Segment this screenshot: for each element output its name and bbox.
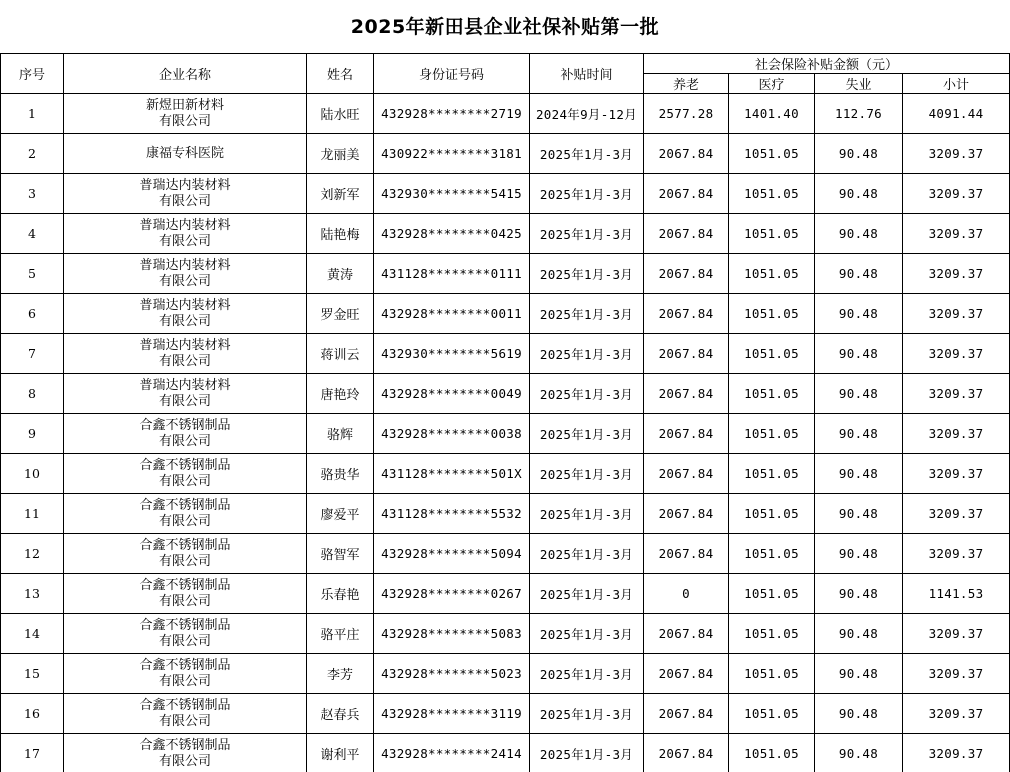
cell-subtotal[interactable]: 3209.37 [903, 694, 1010, 734]
cell-pension[interactable]: 2067.84 [644, 454, 729, 494]
table-row [1, 374, 1010, 414]
cell-pension[interactable]: 2067.84 [644, 414, 729, 454]
cell-seq[interactable]: 12 [1, 534, 64, 574]
cell-name[interactable]: 刘新军 [307, 174, 374, 214]
cell-unemployment[interactable]: 90.48 [815, 454, 903, 494]
table-body [1, 94, 1010, 772]
table-row [1, 94, 1010, 134]
cell-company[interactable] [64, 94, 307, 134]
table-row [1, 134, 1010, 174]
cell-subtotal[interactable]: 3209.37 [903, 414, 1010, 454]
cell-unemployment[interactable]: 90.48 [815, 414, 903, 454]
cell-subtotal[interactable]: 4091.44 [903, 94, 1010, 134]
company-name-line-2: 有限公司 [158, 633, 211, 649]
cell-period[interactable]: 2025年1月-3月 [530, 334, 644, 374]
cell-id[interactable]: 430922********3181 [374, 134, 530, 174]
cell-company[interactable] [64, 534, 307, 574]
cell-period[interactable]: 2025年1月-3月 [530, 214, 644, 254]
table-row [1, 654, 1010, 694]
cell-medical[interactable]: 1051.05 [729, 454, 815, 494]
cell-seq[interactable]: 7 [1, 334, 64, 374]
cell-name[interactable]: 乐春艳 [307, 574, 374, 614]
cell-subtotal[interactable]: 3209.37 [903, 294, 1010, 334]
company-name-line-2: 有限公司 [158, 433, 211, 449]
company-name-line-2: 有限公司 [158, 553, 211, 569]
cell-unemployment[interactable]: 90.48 [815, 174, 903, 214]
table-row [1, 414, 1010, 454]
company-name-line-1: 合鑫不锈钢制品 [139, 537, 231, 553]
cell-subtotal[interactable]: 3209.37 [903, 214, 1010, 254]
cell-pension[interactable]: 2067.84 [644, 694, 729, 734]
company-name-line-1: 普瑞达内装材料 [139, 377, 231, 393]
cell-medical[interactable]: 1051.05 [729, 614, 815, 654]
cell-pension[interactable]: 2067.84 [644, 254, 729, 294]
cell-unemployment[interactable]: 90.48 [815, 654, 903, 694]
company-name-line-2: 有限公司 [158, 353, 211, 369]
cell-id[interactable]: 432928********3119 [374, 694, 530, 734]
company-name-line-1: 合鑫不锈钢制品 [139, 617, 231, 633]
company-name-line-2: 有限公司 [158, 113, 211, 129]
cell-seq[interactable]: 13 [1, 574, 64, 614]
cell-pension[interactable]: 2067.84 [644, 294, 729, 334]
cell-medical[interactable]: 1051.05 [729, 574, 815, 614]
cell-medical[interactable]: 1051.05 [729, 534, 815, 574]
cell-pension[interactable]: 2067.84 [644, 334, 729, 374]
table-row [1, 254, 1010, 294]
cell-medical[interactable]: 1051.05 [729, 494, 815, 534]
cell-subtotal[interactable]: 3209.37 [903, 494, 1010, 534]
cell-name[interactable]: 罗金旺 [307, 294, 374, 334]
cell-name[interactable]: 廖爱平 [307, 494, 374, 534]
header-seq[interactable]: 序号 [1, 54, 64, 94]
cell-medical[interactable]: 1051.05 [729, 694, 815, 734]
cell-company[interactable] [64, 694, 307, 734]
cell-unemployment[interactable]: 90.48 [815, 254, 903, 294]
company-name-line-2: 有限公司 [158, 673, 211, 689]
cell-name[interactable]: 唐艳玲 [307, 374, 374, 414]
company-name-line-2: 有限公司 [158, 473, 211, 489]
cell-pension[interactable]: 2067.84 [644, 614, 729, 654]
cell-id[interactable]: 432928********5023 [374, 654, 530, 694]
cell-period[interactable]: 2025年1月-3月 [530, 494, 644, 534]
cell-pension[interactable]: 2067.84 [644, 654, 729, 694]
cell-id[interactable]: 432930********5619 [374, 334, 530, 374]
cell-seq[interactable]: 8 [1, 374, 64, 414]
cell-pension[interactable]: 2577.28 [644, 94, 729, 134]
cell-name[interactable]: 黄涛 [307, 254, 374, 294]
cell-seq[interactable]: 9 [1, 414, 64, 454]
cell-subtotal[interactable]: 3209.37 [903, 134, 1010, 174]
company-name-line-1: 新煜田新材料 [145, 97, 224, 113]
cell-unemployment[interactable]: 90.48 [815, 294, 903, 334]
company-name-line-2: 有限公司 [158, 313, 211, 329]
company-name-line-2: 有限公司 [158, 713, 211, 729]
cell-seq[interactable]: 11 [1, 494, 64, 534]
cell-seq[interactable]: 2 [1, 134, 64, 174]
cell-pension[interactable]: 2067.84 [644, 214, 729, 254]
cell-subtotal[interactable]: 3209.37 [903, 454, 1010, 494]
cell-pension[interactable]: 2067.84 [644, 374, 729, 414]
cell-subtotal[interactable]: 3209.37 [903, 174, 1010, 214]
cell-name[interactable]: 谢利平 [307, 734, 374, 772]
cell-company[interactable] [64, 574, 307, 614]
company-name-line-1: 合鑫不锈钢制品 [139, 577, 231, 593]
cell-subtotal[interactable]: 3209.37 [903, 534, 1010, 574]
cell-subtotal[interactable]: 1141.53 [903, 574, 1010, 614]
cell-unemployment[interactable]: 90.48 [815, 214, 903, 254]
cell-seq[interactable]: 5 [1, 254, 64, 294]
cell-seq[interactable]: 3 [1, 174, 64, 214]
cell-company[interactable] [64, 494, 307, 534]
cell-id[interactable]: 432928********0038 [374, 414, 530, 454]
cell-company[interactable] [64, 374, 307, 414]
table-row [1, 734, 1010, 772]
cell-name[interactable]: 蒋训云 [307, 334, 374, 374]
cell-seq[interactable]: 1 [1, 94, 64, 134]
cell-id[interactable]: 431128********501X [374, 454, 530, 494]
cell-unemployment[interactable]: 90.48 [815, 494, 903, 534]
cell-unemployment[interactable]: 90.48 [815, 734, 903, 772]
table-row [1, 174, 1010, 214]
cell-id[interactable]: 432928********0425 [374, 214, 530, 254]
cell-period[interactable]: 2025年1月-3月 [530, 614, 644, 654]
company-name-line-1: 普瑞达内装材料 [139, 337, 231, 353]
company-name-line-2: 有限公司 [158, 393, 211, 409]
table-row [1, 454, 1010, 494]
table-row [1, 534, 1010, 574]
table-row [1, 494, 1010, 534]
cell-subtotal[interactable]: 3209.37 [903, 654, 1010, 694]
cell-period[interactable]: 2025年1月-3月 [530, 174, 644, 214]
cell-name[interactable]: 龙丽美 [307, 134, 374, 174]
company-name-line-1: 合鑫不锈钢制品 [139, 657, 231, 673]
header-subtotal[interactable]: 小计 [903, 74, 1010, 94]
header-amount-group[interactable]: 社会保险补贴金额（元） [644, 54, 1010, 74]
cell-period[interactable]: 2025年1月-3月 [530, 694, 644, 734]
cell-company[interactable] [64, 294, 307, 334]
company-name-line-1: 普瑞达内装材料 [139, 177, 231, 193]
cell-id[interactable]: 432928********5083 [374, 614, 530, 654]
cell-pension[interactable]: 2067.84 [644, 734, 729, 772]
subsidy-table [0, 53, 1010, 772]
cell-id[interactable]: 432928********0011 [374, 294, 530, 334]
header-name[interactable]: 姓名 [307, 54, 374, 94]
cell-seq[interactable]: 15 [1, 654, 64, 694]
cell-subtotal[interactable]: 3209.37 [903, 254, 1010, 294]
header-unemployment[interactable]: 失业 [815, 74, 903, 94]
cell-unemployment[interactable]: 90.48 [815, 574, 903, 614]
cell-name[interactable]: 赵春兵 [307, 694, 374, 734]
cell-name[interactable]: 陆水旺 [307, 94, 374, 134]
cell-period[interactable]: 2025年1月-3月 [530, 734, 644, 772]
cell-id[interactable]: 432930********5415 [374, 174, 530, 214]
cell-id[interactable]: 432928********5094 [374, 534, 530, 574]
cell-medical[interactable]: 1051.05 [729, 734, 815, 772]
cell-medical[interactable]: 1051.05 [729, 294, 815, 334]
cell-period[interactable]: 2025年1月-3月 [530, 654, 644, 694]
header-pension[interactable]: 养老 [644, 74, 729, 94]
company-name-line-1: 合鑫不锈钢制品 [139, 417, 231, 433]
cell-period[interactable]: 2025年1月-3月 [530, 374, 644, 414]
header-medical[interactable]: 医疗 [729, 74, 815, 94]
cell-medical[interactable]: 1051.05 [729, 654, 815, 694]
company-name-line-1: 合鑫不锈钢制品 [139, 497, 231, 513]
table-row [1, 294, 1010, 334]
cell-period[interactable]: 2025年1月-3月 [530, 454, 644, 494]
company-name-line-2: 有限公司 [158, 273, 211, 289]
cell-id[interactable]: 432928********2414 [374, 734, 530, 772]
cell-subtotal[interactable]: 3209.37 [903, 614, 1010, 654]
cell-id[interactable]: 432928********0267 [374, 574, 530, 614]
cell-period[interactable]: 2025年1月-3月 [530, 294, 644, 334]
cell-company[interactable] [64, 134, 307, 174]
cell-medical[interactable]: 1401.40 [729, 94, 815, 134]
cell-unemployment[interactable]: 90.48 [815, 374, 903, 414]
cell-pension[interactable]: 0 [644, 574, 729, 614]
company-name-line-1: 合鑫不锈钢制品 [139, 697, 231, 713]
cell-period[interactable]: 2025年1月-3月 [530, 534, 644, 574]
company-name-line-2: 有限公司 [158, 513, 211, 529]
cell-subtotal[interactable]: 3209.37 [903, 374, 1010, 414]
cell-period[interactable]: 2025年1月-3月 [530, 574, 644, 614]
cell-pension[interactable]: 2067.84 [644, 134, 729, 174]
cell-company[interactable] [64, 214, 307, 254]
header-period[interactable]: 补贴时间 [530, 54, 644, 94]
table-row [1, 574, 1010, 614]
cell-medical[interactable]: 1051.05 [729, 214, 815, 254]
company-name-line-1: 合鑫不锈钢制品 [139, 457, 231, 473]
header-id[interactable]: 身份证号码 [374, 54, 530, 94]
cell-id[interactable]: 431128********5532 [374, 494, 530, 534]
cell-seq[interactable]: 14 [1, 614, 64, 654]
cell-subtotal[interactable]: 3209.37 [903, 734, 1010, 772]
cell-id[interactable]: 431128********0111 [374, 254, 530, 294]
sheet-title: 2025年新田县企业社保补贴第一批 [350, 16, 660, 38]
cell-unemployment[interactable]: 90.48 [815, 614, 903, 654]
cell-name[interactable]: 骆平庄 [307, 614, 374, 654]
cell-medical[interactable]: 1051.05 [729, 374, 815, 414]
table-row [1, 614, 1010, 654]
company-name-line-1: 普瑞达内装材料 [139, 297, 231, 313]
cell-period[interactable]: 2025年1月-3月 [530, 254, 644, 294]
company-name-line-1: 普瑞达内装材料 [139, 217, 231, 233]
cell-subtotal[interactable]: 3209.37 [903, 334, 1010, 374]
cell-id[interactable]: 432928********2719 [374, 94, 530, 134]
header-row-1 [1, 54, 1010, 74]
cell-medical[interactable]: 1051.05 [729, 134, 815, 174]
cell-medical[interactable]: 1051.05 [729, 254, 815, 294]
cell-medical[interactable]: 1051.05 [729, 334, 815, 374]
cell-seq[interactable]: 10 [1, 454, 64, 494]
cell-unemployment[interactable]: 90.48 [815, 134, 903, 174]
cell-unemployment[interactable]: 90.48 [815, 334, 903, 374]
cell-name[interactable]: 骆贵华 [307, 454, 374, 494]
cell-company[interactable] [64, 414, 307, 454]
header-company[interactable]: 企业名称 [64, 54, 307, 94]
table-row [1, 694, 1010, 734]
cell-unemployment[interactable]: 90.48 [815, 694, 903, 734]
cell-company[interactable] [64, 614, 307, 654]
cell-period[interactable]: 2025年1月-3月 [530, 414, 644, 454]
cell-seq[interactable]: 4 [1, 214, 64, 254]
cell-pension[interactable]: 2067.84 [644, 494, 729, 534]
cell-medical[interactable]: 1051.05 [729, 174, 815, 214]
cell-pension[interactable]: 2067.84 [644, 534, 729, 574]
cell-company[interactable] [64, 454, 307, 494]
cell-company[interactable] [64, 654, 307, 694]
cell-period[interactable]: 2024年9月-12月 [530, 94, 644, 134]
company-name-line-2: 有限公司 [158, 593, 211, 609]
cell-company[interactable] [64, 254, 307, 294]
company-name-line-2: 有限公司 [158, 753, 211, 769]
cell-name[interactable]: 骆辉 [307, 414, 374, 454]
company-name-line-1: 合鑫不锈钢制品 [139, 737, 231, 753]
cell-name[interactable]: 李芳 [307, 654, 374, 694]
cell-seq[interactable]: 16 [1, 694, 64, 734]
cell-unemployment[interactable]: 112.76 [815, 94, 903, 134]
cell-period[interactable]: 2025年1月-3月 [530, 134, 644, 174]
cell-company[interactable] [64, 174, 307, 214]
company-name-line-2: 有限公司 [158, 193, 211, 209]
company-name-line-2: 有限公司 [158, 233, 211, 249]
cell-unemployment[interactable]: 90.48 [815, 534, 903, 574]
cell-medical[interactable]: 1051.05 [729, 414, 815, 454]
cell-seq[interactable]: 17 [1, 734, 64, 772]
cell-pension[interactable]: 2067.84 [644, 174, 729, 214]
cell-name[interactable]: 骆智军 [307, 534, 374, 574]
cell-seq[interactable]: 6 [1, 294, 64, 334]
table-row [1, 214, 1010, 254]
company-name-line-1: 普瑞达内装材料 [139, 257, 231, 273]
cell-company[interactable] [64, 734, 307, 772]
cell-company[interactable] [64, 334, 307, 374]
cell-id[interactable]: 432928********0049 [374, 374, 530, 414]
cell-name[interactable]: 陆艳梅 [307, 214, 374, 254]
company-name-line-1: 康福专科医院 [145, 145, 224, 161]
table-row [1, 334, 1010, 374]
